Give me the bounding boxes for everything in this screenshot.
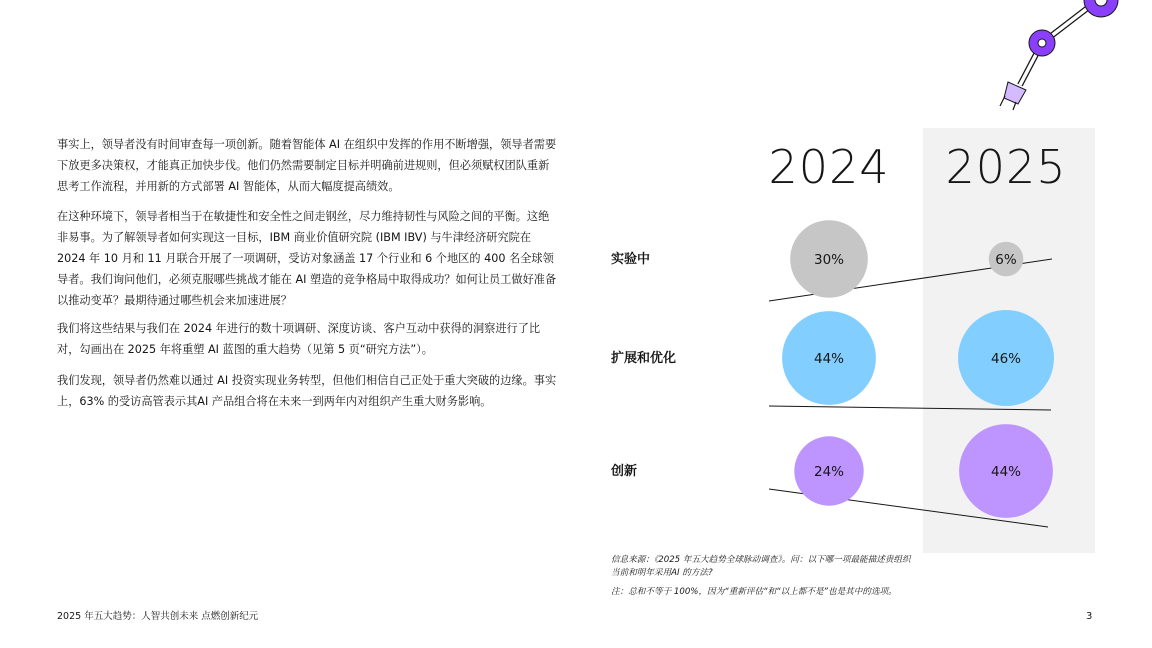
intro-paragraph-4: 我们发现，领导者仍然难以通过 AI 投资实现业务转型，但他们相信自己正处于重大突破的边缘。事实上，63% 的受访高管表示其AI 产品组合将在未来一到两年内对组织产生重大财务影响。: [57, 374, 557, 408]
value-label-scaling-2024: 44%: [813, 351, 845, 367]
robot-arm-illustration: [1000, 0, 1118, 110]
footnote: 注：总和不等于 100%，因为“重新评估“和“以上都不是”也是其中的选项。: [611, 587, 897, 597]
source-note: 信息来源：《2025 年五大趋势全球脉动调查》。问：以下哪一项最能描述贵组织当前和明年采用AI 的方法?: [611, 555, 911, 578]
intro-paragraph-1: 事实上，领导者没有时间审查每一项创新。随着智能体 AI 在组织中发挥的作用不断增强，领导者需要下放更多决策权，才能真正加快步伐。他们仍然需要制定目标并明确前进规则，但必须赋权团队重新思考工作流程，并用新的方式部署 AI 智能体，从而大幅度提高绩效。: [57, 138, 557, 193]
value-label-scaling-2025: 46%: [990, 351, 1022, 367]
row-label-experimenting: 实验中: [611, 252, 651, 267]
column-header-2024: 2024: [768, 140, 890, 194]
value-label-innovating-2024: 24%: [813, 464, 845, 480]
intro-paragraph-3: 我们将这些结果与我们在 2024 年进行的数十项调研、深度访谈、客户互动中获得的洞察进行了比对，勾画出在 2025 年将重塑 AI 蓝图的重大趋势（见第 5 页“研究方法”）。: [57, 322, 541, 356]
value-label-experimenting-2024: 30%: [813, 252, 845, 268]
footer-title: 2025 年五大趋势：人智共创未来 点燃创新纪元: [57, 611, 259, 622]
page-number: 3: [1086, 611, 1093, 622]
value-label-innovating-2025: 44%: [990, 464, 1022, 480]
column-header-2025: 2025: [945, 140, 1067, 194]
value-label-experimenting-2025: 6%: [995, 252, 1017, 268]
row-label-innovating: 创新: [611, 464, 638, 479]
row-label-scaling: 扩展和优化: [611, 351, 677, 366]
intro-paragraph-2: 在这种环境下，领导者相当于在敏捷性和安全性之间走钢丝，尽力维持韧性与风险之间的平衡。这绝非易事。为了解领导者如何实现这一目标，IBM 商业价值研究院 (IBM IBV) 与牛津经济研究院在 2024 年 10 月和 11 月联合开展了一项调研，受访对象涵盖 17 个行业和 6 个地区的 400 名全球领导者。我们询问他们，必须克服哪些挑战才能在 AI 塑造的竞争格局中取得成功？如何让员工做好准备以推动变革？最期待通过哪些机会来加速进展？: [57, 210, 557, 307]
